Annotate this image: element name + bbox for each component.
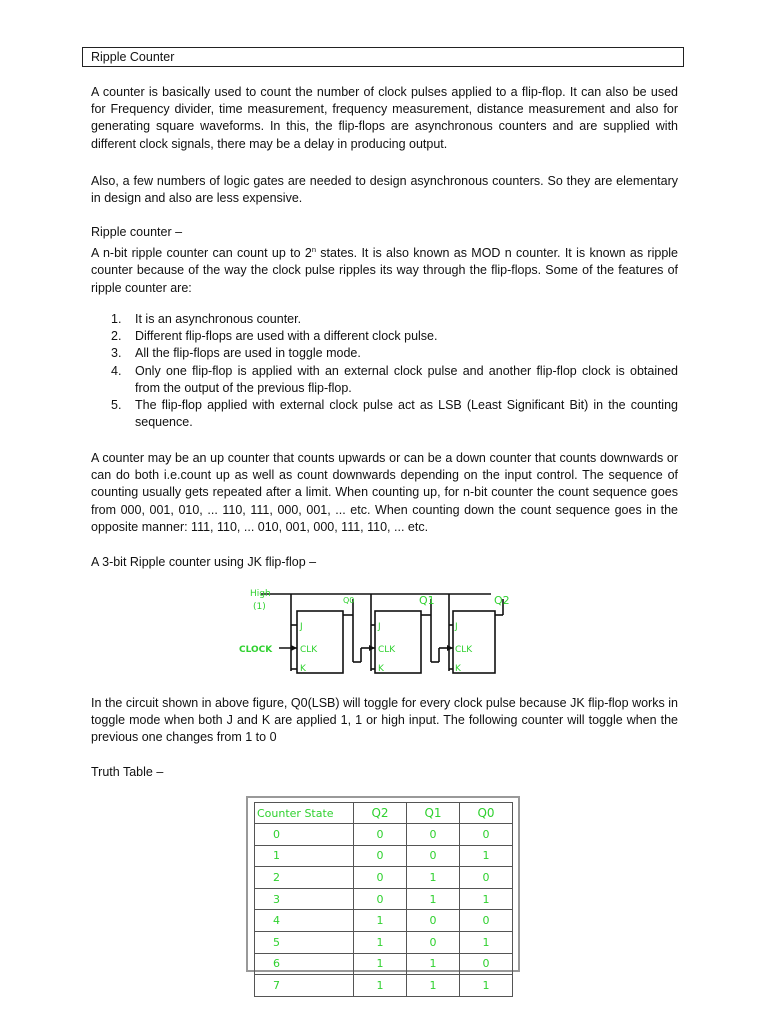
table-cell: 1 xyxy=(407,953,460,975)
truth-table xyxy=(254,802,513,997)
table-cell: 1 xyxy=(354,931,407,953)
table-cell: 1 xyxy=(460,888,513,910)
clk-label-0: CLK xyxy=(300,645,318,655)
table-row xyxy=(255,867,513,889)
jk-flipflop-circuit-diagram xyxy=(237,585,517,685)
table-cell: 1 xyxy=(460,931,513,953)
list-item: 5. The flip-flop applied with external clock pulse act as LSB (Least Significant Bit) in the counting sequence. xyxy=(111,398,678,430)
list-item: 2. Different flip-flops are used with a different clock pulse. xyxy=(111,329,438,344)
table-cell: 4 xyxy=(255,910,354,932)
column-header: Q1 xyxy=(407,803,460,824)
list-item: 3. All the flip-flops are used in toggle mode. xyxy=(111,346,361,361)
ripple-counter-paragraph: A n-bit ripple counter can count up to 2$^n$ states. It is also known as MOD n counter. It is known as ripple counter because of the way the clock pulse ripples its way through the flip-flops. Some of the features of ripple counter are: xyxy=(91,245,678,295)
table-cell: 3 xyxy=(255,888,354,910)
table-row xyxy=(255,931,513,953)
k-label-2: K xyxy=(455,664,461,674)
q0-label: Q0 xyxy=(343,596,355,605)
table-row xyxy=(255,888,513,910)
high-value-label: (1) xyxy=(253,602,266,612)
circuit-explanation-paragraph: In the circuit shown in above figure, Q0(LSB) will toggle for every clock pulse because JK flip-flop works in toggle mode when both J and K are applied 1, 1 or high input. The following counter will toggle when the previous one changes from 1 to 0 xyxy=(91,696,678,745)
diagram-heading: A 3-bit Ripple counter using JK flip-flop – xyxy=(91,555,317,569)
list-item: 4. Only one flip-flop is applied with an external clock pulse and another flip-flop clock is obtained from the output of the previous flip-flop. xyxy=(111,363,678,395)
table-cell: 0 xyxy=(407,931,460,953)
j-label-2: J xyxy=(455,622,458,632)
column-header: Q0 xyxy=(460,803,513,824)
table-header-row xyxy=(255,803,513,824)
logic-gates-paragraph: Also, a few numbers of logic gates are needed to design asynchronous counters. So they are elementary in design and also are less expensive. xyxy=(91,174,678,206)
ripple-counter-heading: Ripple counter – xyxy=(91,225,183,239)
table-cell: 1 xyxy=(407,867,460,889)
table-cell: 0 xyxy=(460,953,513,975)
page-title: Ripple Counter xyxy=(82,47,684,67)
truth-table-heading: Truth Table – xyxy=(91,765,164,779)
k-label-0: K xyxy=(300,664,306,674)
high-label: High xyxy=(250,589,271,599)
table-row xyxy=(255,953,513,975)
j-label-0: J xyxy=(300,622,303,632)
table-row xyxy=(255,910,513,932)
table-cell: 1 xyxy=(407,975,460,997)
truth-table-frame xyxy=(246,796,520,992)
clk-label-1: CLK xyxy=(378,645,396,655)
up-down-counter-paragraph: A counter may be an up counter that counts upwards or can be a down counter that counts downwards or can do both i.e.count up as well as count downwards depending on the input control. The sequence of counting usually gets repeated after a limit. When counting up, for n-bit counter the count sequence goes from 000, 001, 010, ... 110, 111, 000, 001, ... etc. When counting down the count sequence goes in the opposite manner: 111, 110, ... 010, 001, 000, 111, 110, ... etc. xyxy=(91,451,678,534)
k-label-1: K xyxy=(378,664,384,674)
table-cell: 1 xyxy=(460,845,513,867)
list-item: 1. It is an asynchronous counter. xyxy=(111,312,302,326)
table-cell: 1 xyxy=(354,975,407,997)
table-cell: 0 xyxy=(255,824,354,846)
table-cell: 0 xyxy=(354,845,407,867)
table-cell: 0 xyxy=(407,824,460,846)
intro-paragraph: A counter is basically used to count the number of clock pulses applied to a flip-flop. It can also be used for Frequency divider, time measurement, frequency measurement, distance measurement and also for generating square waveforms. In this, the flip-flops are asynchronous counters and are supplied with different clock signals, there may be a delay in producing output. xyxy=(91,85,678,151)
table-cell: 0 xyxy=(354,888,407,910)
table-cell: 0 xyxy=(407,910,460,932)
table-cell: 0 xyxy=(460,910,513,932)
table-cell: 1 xyxy=(354,953,407,975)
q2-label: Q2 xyxy=(494,594,510,607)
table-row xyxy=(255,824,513,846)
table-cell: 1 xyxy=(354,910,407,932)
clock-label: CLOCK xyxy=(239,645,273,655)
table-cell: 6 xyxy=(255,953,354,975)
table-row xyxy=(255,975,513,997)
features-list xyxy=(91,311,678,431)
j-label-1: J xyxy=(378,622,381,632)
column-header: Counter State xyxy=(255,803,354,824)
table-cell: 0 xyxy=(460,867,513,889)
column-header: Q2 xyxy=(354,803,407,824)
table-cell: 1 xyxy=(460,975,513,997)
clock-arrow xyxy=(291,645,297,651)
table-cell: 0 xyxy=(354,867,407,889)
table-cell: 7 xyxy=(255,975,354,997)
table-cell: 5 xyxy=(255,931,354,953)
table-cell: 1 xyxy=(407,888,460,910)
clk-label-2: CLK xyxy=(455,645,473,655)
q1-label: Q1 xyxy=(419,594,435,607)
table-cell: 0 xyxy=(407,845,460,867)
table-cell: 0 xyxy=(354,824,407,846)
table-row xyxy=(255,845,513,867)
table-cell: 0 xyxy=(460,824,513,846)
table-cell: 1 xyxy=(255,845,354,867)
table-cell: 2 xyxy=(255,867,354,889)
